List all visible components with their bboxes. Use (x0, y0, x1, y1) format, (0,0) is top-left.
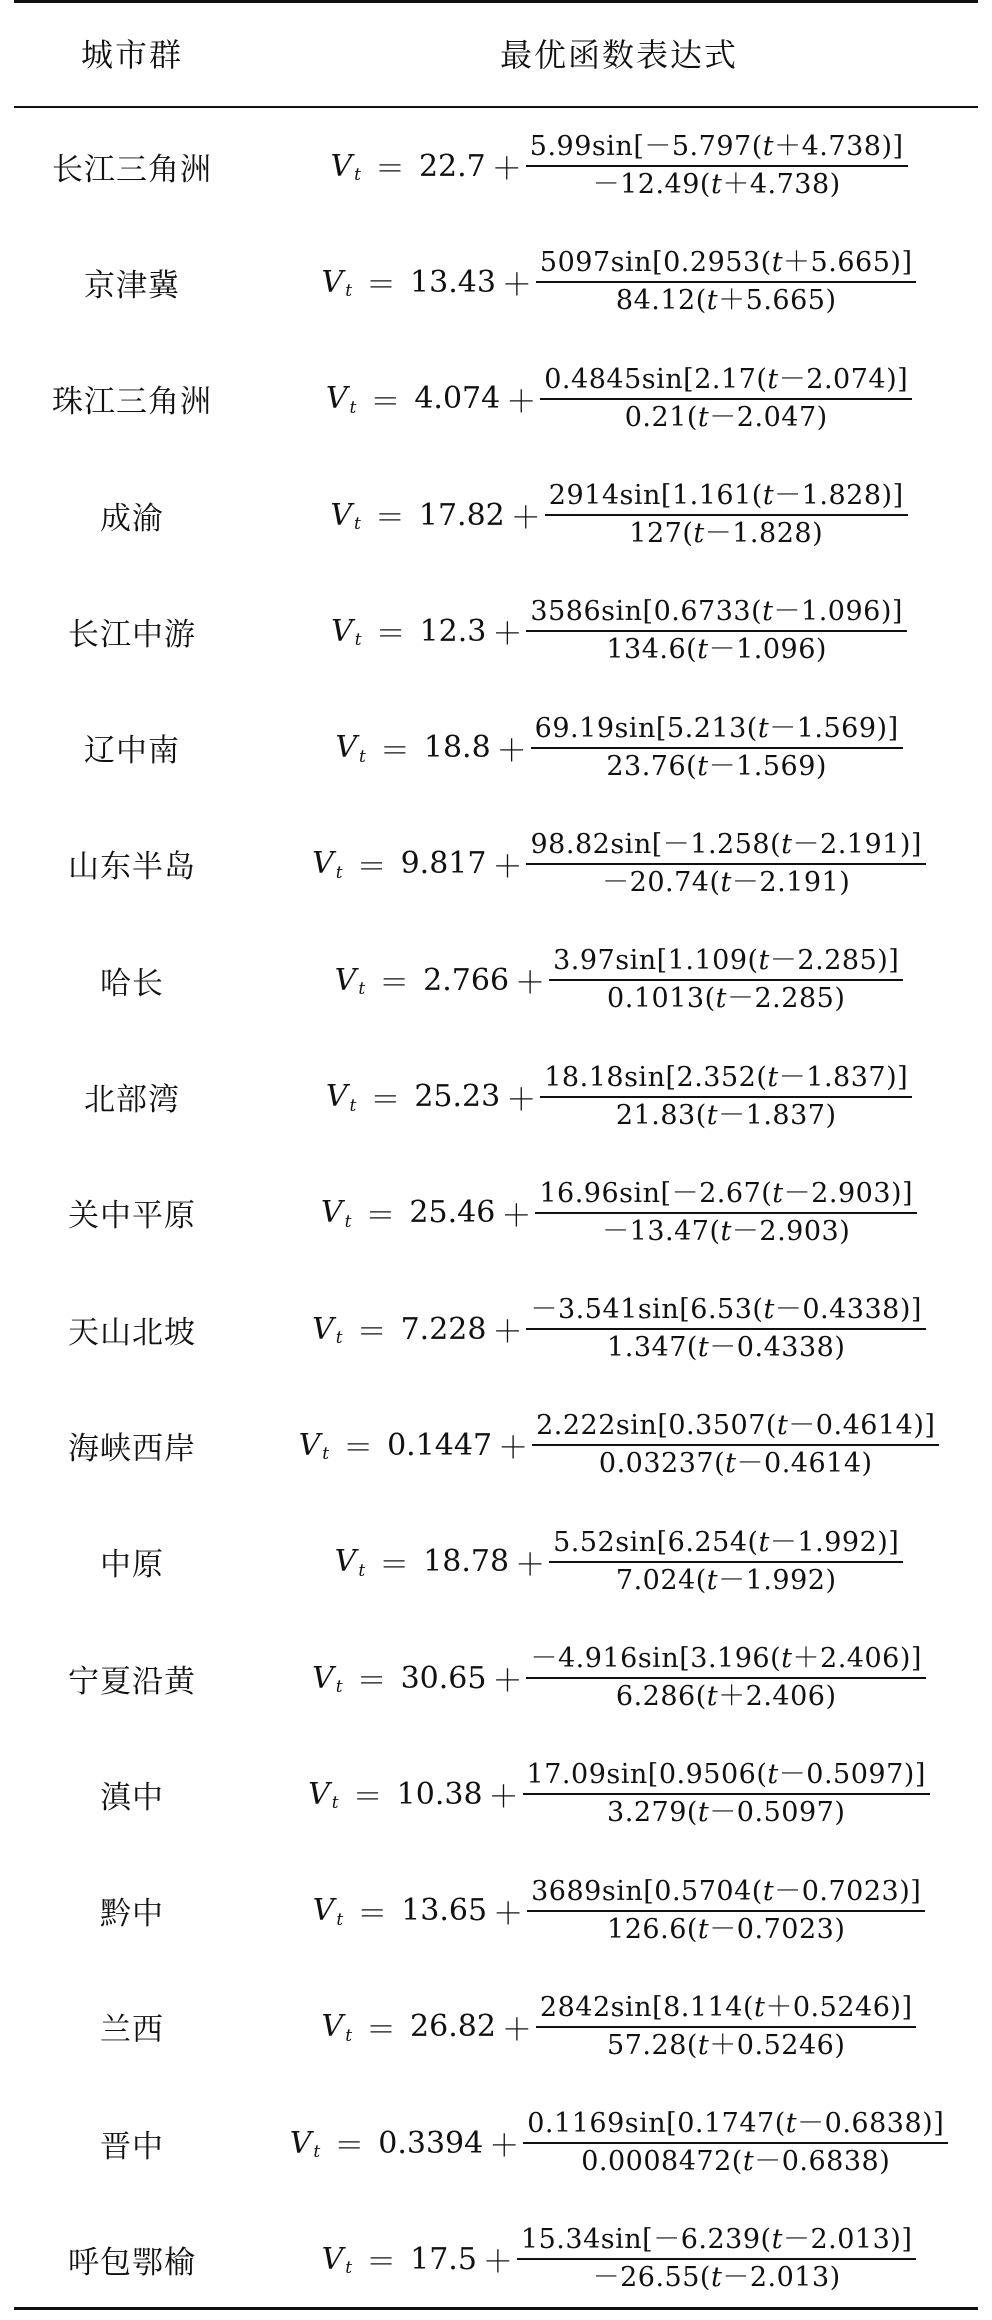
variable-subscript: t (322, 1444, 330, 1465)
constant-term: 17.5 (410, 2241, 477, 2277)
variable-subscript: t (345, 2025, 353, 2046)
fraction-denominator: 7.024(t－1.992) (615, 1564, 837, 1596)
plus-sign: ＋ (492, 1315, 523, 1351)
optimal-function-expression (250, 828, 978, 900)
header-city-cluster: 城市群 (80, 36, 183, 74)
city-cluster-name: 京津冀 (84, 267, 180, 304)
optimal-function-expression (250, 2223, 978, 2295)
fraction-bar (531, 747, 903, 749)
equals-sign: ＝ (356, 1315, 387, 1351)
variable-symbol: V (330, 497, 353, 533)
fraction-bar (517, 2258, 916, 2260)
equals-sign: ＝ (370, 384, 401, 420)
equals-sign: ＝ (379, 733, 410, 769)
fraction (526, 595, 907, 667)
fraction-bar (526, 1328, 925, 1330)
table-row (14, 224, 978, 340)
optimal-function-expression (250, 1177, 978, 1249)
table-row (14, 1736, 978, 1852)
fraction-bar (535, 1212, 917, 1214)
table-row (14, 341, 978, 457)
expression-lhs (312, 842, 526, 886)
optimal-function-expression (250, 1875, 978, 1947)
equals-sign: ＝ (365, 1198, 396, 1234)
city-cluster-name: 呼包鄂榆 (68, 2244, 196, 2281)
expression-lhs (335, 958, 549, 1002)
variable-subscript: t (354, 165, 361, 186)
fraction (545, 479, 908, 551)
constant-term: 13.65 (401, 1893, 488, 1929)
fraction (531, 712, 903, 784)
equals-sign: ＝ (379, 1547, 410, 1583)
fraction-numerator: 98.82sin[－1.258(t－2.191)] (530, 828, 922, 860)
fraction (526, 828, 925, 900)
fraction-bar (523, 2142, 948, 2144)
variable-subscript: t (335, 1677, 343, 1697)
variable-subscript: t (358, 979, 366, 1000)
fraction-numerator: 18.18sin[2.352(t－1.837)] (544, 1061, 909, 1093)
plus-sign: ＋ (506, 384, 537, 420)
variable-subscript: t (345, 281, 353, 302)
table-row (14, 2085, 978, 2201)
city-cluster-name: 长江中游 (68, 616, 196, 653)
plus-sign: ＋ (482, 2245, 513, 2281)
equals-sign: ＝ (374, 501, 405, 537)
variable-subscript: t (335, 862, 343, 883)
city-cluster-name: 中原 (100, 1547, 164, 1584)
plus-sign: ＋ (493, 1896, 524, 1932)
fraction-bar (536, 281, 917, 283)
plus-sign: ＋ (496, 733, 527, 769)
expression-lhs (308, 1772, 522, 1816)
fraction-bar (540, 398, 912, 400)
optimal-function-expression (250, 595, 978, 667)
fraction-numerator: 3689sin[0.5704(t－0.7023)] (531, 1875, 922, 1907)
fraction-denominator: 3.279(t－0.5097) (607, 1797, 846, 1829)
variable-symbol: V (334, 962, 357, 998)
city-cluster-name: 长江三角洲 (52, 151, 212, 188)
fraction-numerator: 17.09sin[0.9506(t－0.5097)] (526, 1759, 926, 1791)
optimal-function-expression (250, 1061, 978, 1133)
plus-sign: ＋ (510, 501, 541, 537)
fraction-numerator: －3.541sin[6.53(t－0.4338)] (530, 1294, 922, 1326)
expression-lhs (312, 1307, 526, 1351)
variable-symbol: V (321, 264, 344, 300)
city-cluster-name: 黔中 (100, 1896, 164, 1933)
fraction-bar (523, 1793, 930, 1795)
constant-term: 18.78 (423, 1544, 510, 1580)
city-cluster-name: 关中平原 (68, 1198, 196, 1235)
variable-subscript: t (354, 630, 362, 651)
fraction (523, 2107, 948, 2179)
city-cluster-name: 海峡西岸 (68, 1430, 196, 1467)
fraction-denominator: 127(t－1.828) (629, 518, 824, 550)
variable-subscript: t (336, 1909, 344, 1930)
fraction-bar (540, 1096, 912, 1098)
plus-sign: ＋ (501, 1198, 532, 1234)
expression-lhs (322, 2005, 536, 2049)
plus-sign: ＋ (501, 268, 532, 304)
fraction (536, 1991, 917, 2063)
table-row (14, 922, 978, 1038)
fraction-bar (549, 1561, 903, 1563)
variable-subscript: t (354, 514, 361, 535)
table-row (14, 1504, 978, 1620)
table-row (14, 806, 978, 922)
expression-lhs (312, 1656, 526, 1700)
constant-term: 0.3394 (378, 2125, 484, 2161)
fraction-numerator: 0.4845sin[2.17(t－2.074)] (544, 363, 909, 395)
city-cluster-name: 晋中 (100, 2128, 164, 2165)
optimal-function-expression (250, 1526, 978, 1598)
fraction-denominator: －20.74(t－2.191) (602, 866, 851, 898)
optimal-function-expression (250, 1642, 978, 1714)
city-cluster-name: 北部湾 (84, 1082, 180, 1119)
table-row (14, 1387, 978, 1503)
table-row (14, 2201, 978, 2317)
optimal-function-expression (250, 2107, 978, 2179)
city-cluster-name: 辽中南 (84, 733, 180, 770)
fraction-numerator: 0.1169sin[0.1747(t－0.6838)] (527, 2108, 945, 2140)
table-row (14, 108, 978, 224)
fraction (536, 246, 917, 318)
fraction-bar (526, 1677, 925, 1679)
variable-subscript: t (349, 1095, 357, 1116)
variable-symbol: V (334, 1544, 357, 1580)
table-row (14, 1852, 978, 1968)
plus-sign: ＋ (492, 617, 523, 653)
table-row (14, 573, 978, 689)
equals-sign: ＝ (356, 1664, 387, 1699)
fraction-numerator: 16.96sin[－2.67(t－2.903)] (539, 1177, 914, 1209)
variable-symbol: V (325, 381, 348, 417)
variable-symbol: V (312, 1311, 334, 1347)
fraction-denominator: －13.47(t－2.903) (602, 1215, 851, 1247)
constant-term: 22.7 (418, 148, 486, 184)
variable-symbol: V (325, 1079, 348, 1115)
expression-lhs (326, 377, 540, 421)
fraction (523, 1758, 930, 1830)
variable-symbol: V (330, 148, 353, 184)
table-header (14, 0, 978, 106)
table-row (14, 1038, 978, 1154)
variable-symbol: V (312, 1893, 335, 1929)
fraction-denominator: －12.49(t＋4.738) (592, 169, 841, 201)
equals-sign: ＝ (356, 849, 387, 885)
constant-term: 0.1447 (387, 1427, 493, 1463)
expression-lhs (330, 144, 525, 188)
optimal-function-expression (250, 944, 978, 1016)
equals-sign: ＝ (366, 2012, 397, 2048)
expression-lhs (331, 609, 526, 653)
fraction-denominator: 126.6(t－0.7023) (607, 1913, 846, 1945)
equals-sign: ＝ (352, 1780, 383, 1816)
fraction (526, 1293, 925, 1365)
constant-term: 4.074 (414, 381, 501, 417)
fraction-numerator: 2.222sin[0.3507(t－0.4614)] (536, 1410, 936, 1442)
city-cluster-name: 宁夏沿黄 (68, 1663, 196, 1700)
variable-symbol: V (312, 1660, 334, 1696)
constant-term: 25.46 (409, 1195, 496, 1231)
plus-sign: ＋ (506, 1082, 537, 1118)
fraction-denominator: 84.12(t＋5.665) (615, 285, 837, 317)
variable-subscript: t (359, 746, 366, 767)
city-cluster-name: 珠江三角洲 (52, 384, 212, 421)
variable-symbol: V (298, 1427, 321, 1463)
equals-sign: ＝ (366, 2245, 397, 2281)
plus-sign: ＋ (492, 849, 523, 885)
fraction (527, 1875, 925, 1947)
table-row (14, 1155, 978, 1271)
fraction-denominator: －26.55(t－2.013) (592, 2262, 841, 2294)
variable-subscript: t (358, 1560, 366, 1581)
equals-sign: ＝ (343, 1431, 374, 1467)
fraction-denominator: 134.6(t－1.096) (606, 634, 827, 666)
plus-sign: ＋ (501, 2012, 532, 2048)
fraction-numerator: 3586sin[0.6733(t－1.096)] (530, 596, 903, 628)
expression-lhs (335, 726, 530, 770)
table-row (14, 689, 978, 805)
optimal-function-expression (250, 1758, 978, 1830)
constant-term: 9.817 (400, 846, 487, 882)
fraction-bar (549, 979, 903, 981)
expression-lhs (330, 493, 544, 537)
fraction (540, 363, 912, 435)
variable-symbol: V (289, 2125, 312, 2161)
fraction-bar (526, 630, 907, 632)
table-row (14, 1969, 978, 2085)
constant-term: 30.65 (400, 1660, 487, 1696)
fraction (549, 944, 903, 1016)
fraction-bar (527, 1910, 925, 1912)
table-row (14, 1620, 978, 1736)
table-body (14, 108, 978, 2318)
city-cluster-name: 滇中 (100, 1779, 164, 1816)
fraction-bar (526, 863, 925, 865)
optimal-function-expression (250, 712, 978, 784)
fraction-denominator: 6.286(t＋2.406) (615, 1681, 837, 1712)
fraction-numerator: 2842sin[8.114(t＋0.5246)] (539, 1991, 913, 2023)
constant-term: 13.43 (410, 264, 496, 300)
fraction-denominator: 0.0008472(t－0.6838) (581, 2146, 891, 2178)
variable-symbol: V (320, 1195, 343, 1231)
constant-term: 25.23 (414, 1079, 501, 1115)
fraction-numerator: －4.916sin[3.196(t＋2.406)] (530, 1643, 922, 1674)
variable-symbol: V (308, 1776, 330, 1812)
equals-sign: ＝ (366, 268, 397, 304)
fraction-numerator: 5097sin[0.2953(t＋5.665)] (539, 247, 913, 279)
variable-subscript: t (345, 2258, 353, 2279)
variable-subscript: t (349, 397, 357, 418)
variable-subscript: t (335, 1328, 343, 1349)
fraction-denominator: 0.1013(t－2.285) (607, 983, 846, 1015)
equals-sign: ＝ (375, 617, 406, 653)
fraction-bar (545, 514, 908, 516)
table-row (14, 1271, 978, 1387)
optimal-function-expression (250, 1991, 978, 2063)
city-cluster-name: 山东半岛 (68, 849, 196, 886)
expression-lhs (321, 1191, 535, 1235)
fraction-denominator: 0.03237(t－0.4614) (598, 1448, 873, 1480)
city-cluster-name: 哈长 (100, 965, 164, 1002)
optimal-function-expression (250, 363, 978, 435)
city-cluster-name: 天山北坡 (68, 1314, 196, 1351)
fraction-denominator: 0.21(t－2.047) (624, 401, 828, 433)
fraction-denominator: 57.28(t＋0.5246) (607, 2029, 846, 2061)
expression-lhs (322, 2237, 517, 2281)
plus-sign: ＋ (515, 1547, 546, 1583)
table-bottom-rule (14, 2307, 978, 2310)
city-cluster-name: 兰西 (100, 2012, 164, 2049)
expression-lhs (313, 1889, 527, 1933)
fraction-bar (526, 165, 908, 167)
fraction-numerator: 2914sin[1.161(t－1.828)] (548, 480, 904, 512)
variable-subscript: t (313, 2142, 321, 2163)
fraction-numerator: 5.52sin[6.254(t－1.992)] (553, 1526, 900, 1558)
plus-sign: ＋ (491, 152, 522, 188)
constant-term: 7.228 (400, 1311, 487, 1347)
header-optimal-expression: 最优函数表达式 (499, 36, 738, 74)
variable-subscript: t (331, 1793, 339, 1814)
expression-lhs (290, 2121, 524, 2165)
plus-sign: ＋ (489, 2129, 520, 2165)
fraction (540, 1061, 912, 1133)
equals-sign: ＝ (357, 1896, 388, 1932)
constant-term: 10.38 (396, 1776, 483, 1812)
optimal-function-expression (250, 130, 978, 202)
equals-sign: ＝ (370, 1082, 401, 1118)
variable-symbol: V (331, 613, 353, 649)
expression-lhs (299, 1423, 533, 1467)
fraction-bar (532, 1444, 939, 1446)
fraction-numerator: 3.97sin[1.109(t－2.285)] (553, 945, 900, 977)
constant-term: 2.766 (423, 962, 510, 998)
fraction-numerator: 15.34sin[－6.239(t－2.013)] (520, 2224, 913, 2256)
constant-term: 12.3 (419, 613, 487, 649)
optimal-function-expression (250, 479, 978, 551)
fraction-denominator: 23.76(t－1.569) (606, 750, 827, 782)
optimal-function-expression (250, 1409, 978, 1481)
equals-sign: ＝ (374, 152, 405, 188)
constant-term: 26.82 (410, 2009, 496, 2045)
constant-term: 17.82 (418, 497, 505, 533)
fraction-denominator: 1.347(t－0.4338) (607, 1332, 846, 1364)
variable-symbol: V (321, 2241, 344, 2277)
variable-symbol: V (321, 2009, 344, 2045)
fraction-numerator: 5.99sin[－5.797(t＋4.738)] (529, 131, 904, 163)
expression-lhs (335, 1540, 549, 1584)
plus-sign: ＋ (488, 1780, 519, 1816)
fraction (526, 130, 908, 202)
fraction (526, 1642, 925, 1714)
equals-sign: ＝ (334, 2129, 365, 2165)
fraction-denominator: 21.83(t－1.837) (615, 1099, 837, 1131)
equals-sign: ＝ (379, 966, 410, 1002)
fraction (517, 2223, 916, 2295)
expression-lhs (326, 1075, 540, 1119)
fraction (532, 1409, 939, 1481)
city-cluster-name: 成渝 (100, 500, 164, 537)
variable-subscript: t (344, 1211, 352, 1232)
plus-sign: ＋ (492, 1664, 523, 1699)
fraction (535, 1177, 917, 1249)
variable-symbol: V (312, 846, 334, 882)
variable-symbol: V (335, 730, 358, 766)
fraction-bar (536, 2026, 917, 2028)
table-row (14, 457, 978, 573)
expression-lhs (322, 260, 536, 304)
fraction (549, 1526, 903, 1598)
optimal-function-expression (250, 1293, 978, 1365)
plus-sign: ＋ (515, 966, 546, 1002)
plus-sign: ＋ (498, 1431, 529, 1467)
constant-term: 18.8 (423, 730, 491, 766)
optimal-function-expression (250, 246, 978, 318)
fraction-numerator: 69.19sin[5.213(t－1.569)] (534, 712, 899, 744)
